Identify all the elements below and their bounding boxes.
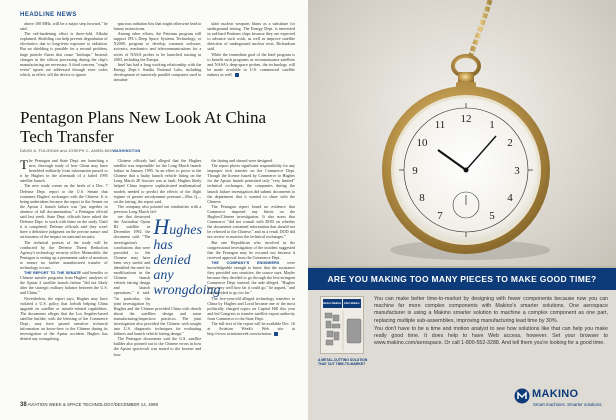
paragraph: But one Republican who involved in the congressional investigation of the incident suggested that the Pentagon may be excused not because it received approval from the Commerce Dept. [207, 239, 296, 260]
article-column-1 [20, 158, 108, 357]
paragraph: Intel has had a long working relationship with the Energy Dept.'s Sandia National Labs, including development of massively parallel computers used to simulate [113, 61, 202, 83]
paragraph: The report places significant responsibility for any improper tech transfer on the Commerce Dept. Though the license issued by Commerce to Hughes for the Apstar launch permitted only "very limited" technical exchanges, the companies during the launch failure investigation did submit documents to the department that it wanted to share with the Chinese. [207, 163, 296, 204]
paragraph: The Pentagon documents said the U.S. satellite builder also pointed out to the Chinese errors in how the Apstar spacecraft was mated to the booster and how [113, 336, 202, 357]
page-footer [20, 402, 158, 408]
svg-text:11: 11 [434, 119, 446, 131]
pull-quote-text: ughes has denied any wrongdoing [153, 223, 221, 299]
svg-text:12: 12 [460, 113, 472, 125]
subhead: THE REPORT TO THE SENATE [24, 271, 81, 276]
continued-column-2 [114, 21, 202, 82]
paragraph [20, 270, 108, 295]
pull-quote [153, 214, 221, 299]
section-tag: HEADLINE NEWS [20, 12, 77, 18]
svg-text:7: 7 [437, 210, 443, 222]
paragraph: The new study comes on the heels of a Dec. 7 Defense Dept. report to the U.S. Senate that examines Hughes' exchanges with the Chinese. It is being undertaken because the report to the Senate on the Apstar 2 launch failure was "put together in absence of full documentation," a Pentagon official said last week. State Dept. officials have asked the Defense Dept. to work with them on the study. Until it is completed, Defense officials said they won't have a definitive judgment on the precise nature and seriousness of the impact on national security. [20, 183, 108, 240]
before-after-inset [320, 296, 364, 354]
paragraph-text: The full-text of the report will be available Dec. 16 at Aviation Week's Web site at http://www.aviationweek.com/aviation. [207, 321, 296, 337]
end-mark-icon [274, 332, 278, 336]
pull-quote-cap: H [153, 214, 170, 240]
byline-authors: DAVID A. FULGHUM and JOSEPH C. ANSELMO/ [20, 149, 113, 153]
article-column-3 [207, 158, 295, 357]
continued-column-1 [20, 21, 108, 82]
byline-location: WASHINGTON [112, 149, 141, 153]
end-mark-icon [235, 73, 239, 77]
paragraph: The technical portion of the study will be conducted by the Defense Threat Reduction Agency's technology security office. Meanwhile, the Pentagon is setting up a permanent cadre of monitors to ensure no further unauthorized transfer of technology occurs. [20, 239, 108, 270]
drop-cap: T [20, 156, 28, 172]
paragraph [207, 260, 295, 296]
svg-text:1: 1 [489, 119, 495, 131]
advertisement-page [308, 0, 616, 420]
lead-paragraph [20, 158, 108, 183]
logo-tagline: Smart machines. Smarter solutions. [533, 402, 603, 407]
paragraph [207, 52, 295, 77]
subhead: THE COMPANY'S ENGINEERS [211, 260, 280, 265]
paragraph: Chinese officials had alleged that the Hughes satellite was responsible for the Long March launch failure in January 1995. In an effort to prove to the Chinese that a faulty launch vehicle fitting on the Long March 2E booster was at fault, Hughes likely helped China improve sophisticated mathematical models needed to predict the effects of the flight regime of greater aerodynamic pressure—Max Q—on the fairing, the report said. [113, 158, 202, 204]
svg-text:3: 3 [514, 165, 520, 177]
svg-text:2: 2 [507, 137, 513, 149]
paragraph-text: While the immediate goal of the Intel program is to benefit such programs as reconnaissance satellites and NASA's deep-space probes, the technology will be made available to U.S. commercial satellite makers as well. [207, 51, 296, 77]
paragraph: ure that destroyed the Australian Optus B2 satellite in December 1992, the document said. "The investigation's conclusions that were provided to the Chinese may have been very useful and identified the need for modifications in the Chinese launch vehicle fairing design and launch operations," it said. "In particular, the joint investigation by Hughes and the Chinese provided China with details about the satellites design and some manufacturing/inspection practices. The joint investigation also provided the Chinese with insight into U.S. diagnostic techniques for evaluating failures and launch vehicle fairing design." [113, 214, 202, 337]
byline [20, 149, 140, 153]
paragraph-text: said benefits to Chinese missile programs from Hughes' analyses of the Apstar 2 satellite launch failure "did not likely alter the strategic military balance between the U.S. and China." [20, 270, 108, 296]
paragraph: The rad-hardening effort is three-fold, Alkalai explained. Shielding can help prevent degradation of electronics due to long-term exposure to radiation. But no shielding is possible for a second problem, large particle fluxes that cause "latchups." Instead, changes in the silicon processing during the chip's manufacturing are necessary. A third concern, "single event" upsets are addressed through error codes which, in effect, tell the device to ignore [20, 31, 108, 77]
paragraph: The company also pointed out similarities with a previous Long March fail- [113, 203, 202, 214]
page-number: 38 [20, 402, 27, 408]
continued-article [20, 21, 295, 82]
pocket-watch-photo [308, 0, 616, 268]
article-body [20, 158, 295, 357]
paragraph: Among other efforts, the Pentium program will support JPL's Deep Space Systems Technology, or X2000, program to develop common software, avionics, mechanics and telecommunications for a series of NASA probes to be launched starting in 2003, including the Europa. [113, 31, 202, 62]
ad-headline: ARE YOU MAKING TOO MANY PIECES TO MAKE GOOD TIME? [308, 268, 616, 290]
machined-parts-icon [321, 297, 365, 355]
svg-text:4: 4 [507, 192, 513, 204]
paragraph: spurious radiation hits that might otherwise lead to binary instructions. [113, 21, 202, 32]
lead-text: he Pentagon and State Dept. are launching a new, thorough study of how China may have benefited militarily from information passed to it by Hughes in the aftermath of a failed 1995 satellite launch. [20, 158, 108, 184]
article-column-2 [113, 158, 221, 357]
paragraph: above 100 MHz, will be a major step forward," he said. [20, 21, 108, 32]
ad-caption: A METAL-CUTTING SOLUTION THAT CUT TIME-TO-MARKET [318, 358, 368, 367]
paragraph: The five-year-old alleged technology transfers to China by Hughes and Loral became one of the most politically charged topics on Capitol Hill this year and led Congress to transfer satellite export authority from Commerce to the State Dept. [207, 295, 296, 321]
logo-wordmark: MAKINO [532, 388, 579, 400]
makino-emblem-icon [514, 388, 530, 404]
svg-text:10: 10 [416, 137, 428, 149]
paragraph: the fairing and shroud were designed. [211, 158, 273, 163]
ad-paragraph: You don't have to be a time and motion analyst to see how solutions like that can help you make really good time. It does help to have Web access, however. Set your browser to www.makino.com/aerospace. Or call 1-800-552-3288. And tell them you're looking for a good time. [374, 325, 608, 347]
ad-body [374, 296, 608, 347]
paragraph [207, 321, 295, 336]
makino-logo [514, 388, 606, 412]
ad-paragraph: You can make better time-to-market by designing with fewer components because now you can machine far more complex components with Makino's smarter solutions. One aerospace manufacturer is using a Makino smarter solution to machine a complex component as one part, replacing multiple sub-assemblies, improving manufacturing lead time by 30%. [374, 296, 608, 324]
paragraph-text: were knowledgeable enough to know that the assistance they provided was sensitive, the source says. Maybe because they decided to go through the less-stringent Commerce Dept. instead, the aide alleged. "Hughes knew very well how far it could go," he argued, "and they decided to go too far." [207, 259, 296, 296]
svg-text:8: 8 [419, 192, 425, 204]
svg-text:5: 5 [489, 210, 495, 222]
pocket-watch-icon [308, 0, 616, 268]
paragraph: The Pentagon report found no evidence that Commerce imposed any limits on the Hughes/Chinese investigation. It also notes that Commerce "did not consult with DOD on whether the documents contained information that should not be released to the Chinese," and as a result DOD did not review or monitor the technical exchanges." [207, 203, 296, 240]
footer-publication: AVIATION WEEK & SPACE TECHNOLOGY/DECEMBER 14, 1998 [27, 402, 158, 407]
paragraph: ulate nuclear weapons blasts as a substitute for underground testing. The Energy Dept. is interested in rad-hard Pentium chips because they are expected to advance such work, as well as improve satellite detection of underground nuclear tests, Richardson said. [207, 21, 296, 52]
after-label: After Makino [343, 299, 362, 308]
continued-column-3 [207, 21, 295, 82]
svg-text:9: 9 [412, 165, 418, 177]
before-label: Before Makino [323, 299, 342, 308]
article-headline: Pentagon Plans New Look At China Tech Transfer [20, 108, 267, 146]
paragraph: Nevertheless, the report says, Hughes may have violated a U.S. policy that forbids helping China upgrade its satellite or missile-related capabilities. The documents alleges that the Los Angeles-based satellite builder, with the blessing of the Commerce Dept., may have passed sensitive technical information on know-how to the Chinese during its investigation of the Apstar accident. Hughes has denied any wrongdoing. [20, 295, 108, 342]
